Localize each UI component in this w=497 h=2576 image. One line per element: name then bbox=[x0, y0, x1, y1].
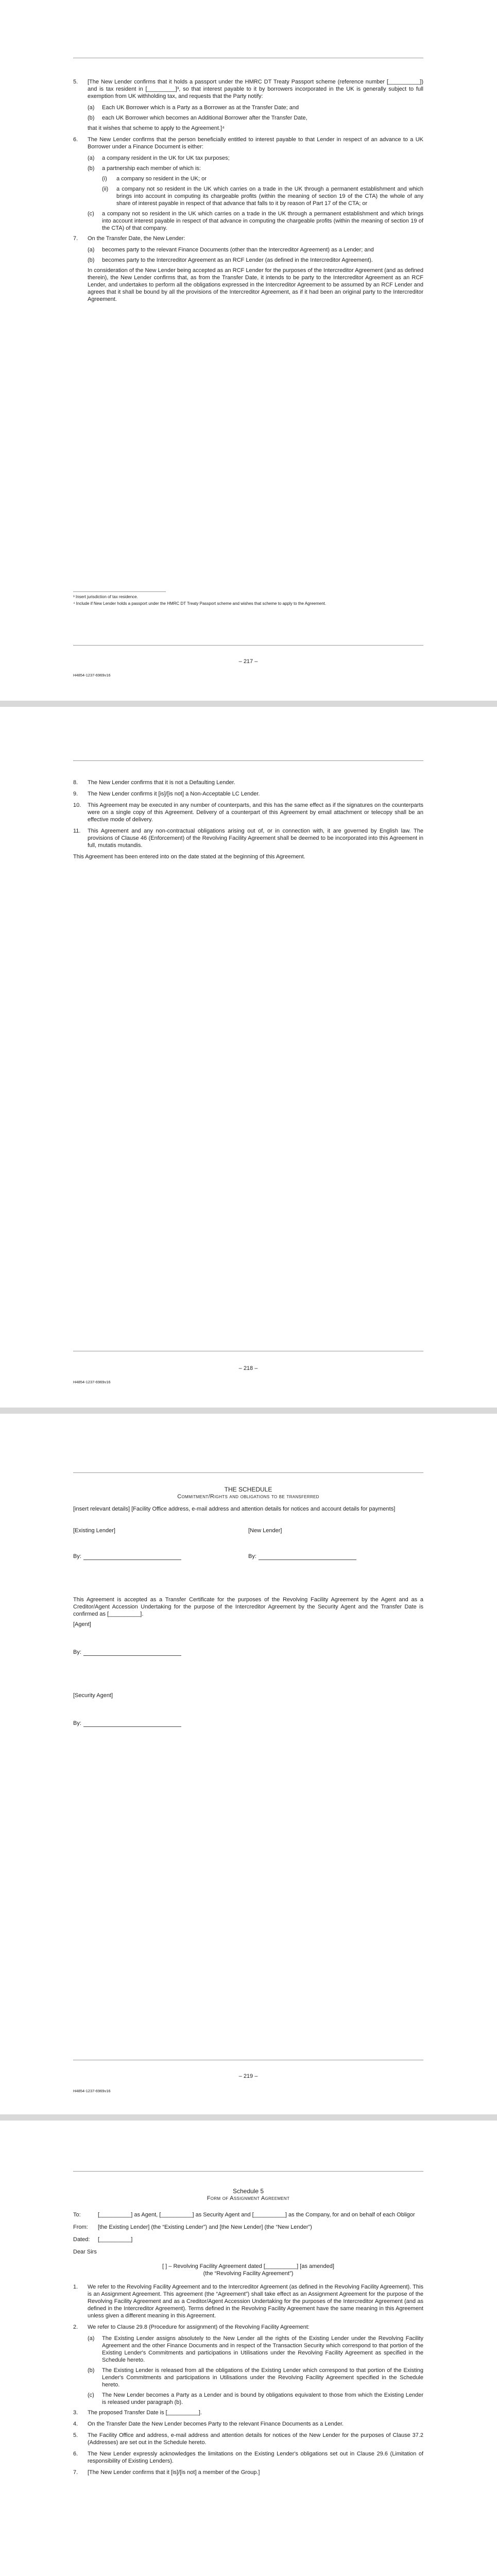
clause-5-tail: that it wishes that scheme to apply to the Agreement.]⁴ bbox=[88, 125, 225, 131]
footer-rule bbox=[73, 645, 423, 646]
existing-lender: [Existing Lender] bbox=[73, 1528, 115, 1534]
new-lender: [New Lender] bbox=[248, 1528, 282, 1534]
lender-names bbox=[73, 1527, 423, 1534]
assignment-clause-2-a: (a) The Existing Lender assigns absolutely to the New Lender all the rights of the Existing Lender under the Revolving Facility Agreement and the other Finance Documents and in respect of the Transaction Security which correspond to that portion of the Existing Lender's Commitments and participations in Utilisations under the Revolving Facility Agreement as specified in the Schedule hereto. bbox=[88, 2335, 423, 2363]
signature-row bbox=[73, 1553, 423, 1560]
clause-5-b: (b) each UK Borrower which becomes an Additional Borrower after the Transfer Date, bbox=[88, 115, 307, 121]
agreement-heading: [ ] – Revolving Facility Agreement dated [__________] [as amended] bbox=[162, 2263, 334, 2269]
security-agent-signature: By: bbox=[73, 1720, 423, 1727]
assignment-clause-2: 2. We refer to Clause 29.8 (Procedure for assignment) of the Revolving Facility Agreement: bbox=[73, 2324, 310, 2330]
clause-6-b-i: (i) a company so resident in the UK; or bbox=[102, 176, 207, 182]
salutation: Dear Sirs bbox=[73, 2249, 97, 2255]
page-number: – 218 – bbox=[238, 1365, 258, 1371]
page-217 bbox=[0, 0, 497, 701]
clause-10: 10. This Agreement may be executed in any number of counterparts, and this has the same effect as if the signatures on the counterparts were on a single copy of this Agreement. Delivery of a counterpart of this Agreement by email attachment or telecopy shall be an effective mode of delivery. bbox=[73, 802, 423, 823]
header-rule bbox=[73, 760, 423, 761]
doc-ref: H4854-1237-6969v16 bbox=[73, 1380, 111, 1384]
page-220-body bbox=[73, 2188, 423, 2480]
to-line: To: [__________] as Agent, [__________] as Security Agent and [__________] as the Company, for and on behalf of each Obligor bbox=[73, 2212, 415, 2218]
closing-statement: This Agreement has been entered into on the date stated at the beginning of this Agreement. bbox=[73, 854, 305, 860]
assignment-clause-3: 3. The proposed Transfer Date is [__________]. bbox=[73, 2410, 202, 2416]
assignment-clause-4: 4. On the Transfer Date the New Lender becomes Party to the relevant Finance Documents as a Lender. bbox=[73, 2421, 344, 2427]
page-220 bbox=[0, 2121, 497, 2576]
schedule-heading: Schedule 5 bbox=[232, 2188, 264, 2195]
assignment-clause-5: 5. The Facility Office and address, e-mail address and attention details for notices of the New Lender for the purposes of Clause 37.2 (Addresses) are set out in the Schedule hereto. bbox=[73, 2432, 423, 2446]
doc-ref: H4854-1237-6969v16 bbox=[73, 673, 111, 677]
existing-lender-signature: By: bbox=[73, 1553, 248, 1560]
acceptance-text: This Agreement is accepted as a Transfer Certificate for the purposes of the Revolving Facility Agreement by the Agent and as a Creditor/Agent Accession Undertaking for the purpose of the Intercreditor Agreement by the Security Agent and the Transfer Date is confirmed as [__________]. bbox=[73, 1597, 423, 1617]
header-rule bbox=[73, 1472, 423, 1473]
footnotes bbox=[73, 595, 423, 608]
insert-note: [insert relevant details] [Facility Office address, e-mail address and attention details for notices and account details for payments] bbox=[73, 1506, 396, 1512]
schedule-title: THE SCHEDULE bbox=[224, 1486, 272, 1493]
clause-6-b: (b) a partnership each member of which is: bbox=[88, 165, 201, 172]
page-218 bbox=[0, 707, 497, 1408]
schedule-subtitle: Commitment/Rights and obligations to be transferred bbox=[177, 1494, 319, 1500]
assignment-clause-1: 1. We refer to the Revolving Facility Agreement and to the Intercreditor Agreement (as defined in the Revolving Facility Agreement). This is an Assignment Agreement. This agreement (the “Agreement”) shall take effect as an Assignment Agreement for the purpose of the Revolving Facility Agreement and as a Creditor/Agent Accession Undertaking for the purposes of the Intercreditor Agreement (and as defined in the Intercreditor Agreement). Terms defined in the Revolving Facility Agreement have the same meaning in this Agreement unless given a different meaning in this Agreement. bbox=[73, 2284, 423, 2319]
form-title: Form of Assignment Agreement bbox=[207, 2195, 290, 2201]
page-number: – 217 – bbox=[238, 658, 258, 665]
assignment-clause-6: 6. The New Lender expressly acknowledges the limitations on the Existing Lender's obligations set out in Clause 29.6 (Limitation of responsibility of Existing Lenders). bbox=[73, 2451, 423, 2464]
clause-9: 9. The New Lender confirms it [is]/[is not] a Non-Acceptable LC Lender. bbox=[73, 791, 260, 797]
clause-7-b: (b) becomes party to the Intercreditor Agreement as an RCF Lender (as defined in the Intercreditor Agreement). bbox=[88, 257, 373, 263]
footnote-4: ⁴ Include if New Lender holds a passport under the HMRC DT Treaty Passport scheme and wishes that scheme to apply to the Agreement. bbox=[73, 601, 327, 606]
clause-7: 7. On the Transfer Date, the New Lender: bbox=[73, 235, 185, 242]
new-lender-signature: By: bbox=[248, 1553, 356, 1560]
clause-8: 8. The New Lender confirms that it is not a Defaulting Lender. bbox=[73, 779, 235, 786]
footnote-rule bbox=[73, 591, 166, 592]
agent-signature: By: bbox=[73, 1649, 423, 1656]
agreement-heading-definition: (the “Revolving Facility Agreement”) bbox=[203, 2270, 294, 2277]
page-219-body bbox=[73, 1486, 423, 1727]
doc-ref: H4854-1237-6969v16 bbox=[73, 2089, 111, 2093]
from-line: From: [the Existing Lender] (the “Existing Lender”) and [the New Lender] (the “New Lender”) bbox=[73, 2224, 312, 2230]
clause-6: 6. The New Lender confirms that the person beneficially entitled to interest payable to that Lender in respect of an advance to a UK Borrower under a Finance Document is either: bbox=[73, 137, 423, 150]
clause-6-a: (a) a company resident in the UK for UK tax purposes; bbox=[88, 155, 230, 161]
assignment-clause-2-b: (b) The Existing Lender is released from all the obligations of the Existing Lender which correspond to that portion of the Existing Lender's Commitments and participations in Utilisations under the Revolving Facility Agreement specified in the Schedule hereto. bbox=[88, 2367, 423, 2388]
header-rule bbox=[73, 2171, 423, 2172]
clause-11: 11. This Agreement and any non-contractual obligations arising out of, or in connection with, it are governed by English law. The provisions of Clause 46 (Enforcement) of the Revolving Facility Agreement shall be deemed to be incorporated into this Agreement in full, mutatis mutandis. bbox=[73, 828, 423, 849]
clause-5: 5. [The New Lender confirms that it holds a passport under the HMRC DT Treaty Passport scheme (reference number [__________]) and is tax resident in [_________]³, so that interest payable to it by borrowers incorporated in the UK is generally subject to full exemption from UK withholding tax, and requests that the Party notify: bbox=[73, 79, 423, 99]
assignment-clause-2-c: (c) The New Lender becomes a Party as a Lender and is bound by obligations equivalent to those from which the Existing Lender is released under paragraph (b). bbox=[88, 2392, 423, 2405]
agent-label: [Agent] bbox=[73, 1621, 91, 1628]
clause-6-b-ii: (ii) a company not so resident in the UK which carries on a trade in the UK through a permanent establishment and which brings into account in computing its chargeable profits (within the meaning of section 19 of the CTA) the whole of any share of interest payable in respect of that advance that falls to it by reason of Part 17 of the CTA; or bbox=[102, 186, 423, 207]
page-217-body bbox=[73, 78, 423, 307]
page-219 bbox=[0, 1414, 497, 2114]
assignment-clause-7: 7. [The New Lender confirms that it [is]/[is not] a member of the Group.] bbox=[73, 2469, 260, 2476]
clause-5-a: (a) Each UK Borrower which is a Party as a Borrower as at the Transfer Date; and bbox=[88, 105, 299, 111]
page-number: – 219 – bbox=[238, 2073, 258, 2079]
page-218-body bbox=[73, 779, 423, 860]
clause-7-consideration: In consideration of the New Lender being accepted as an RCF Lender for the purposes of the Intercreditor Agreement (and as defined therein), the New Lender confirms that, as from the Transfer Date, it intends to be party to the Intercreditor Agreement as an RCF Lender, and undertakes to perform all the obligations expressed in the Intercreditor Agreement to be assumed by an RCF Lender and agrees that it shall be bound by all the provisions of the Intercreditor Agreement, as if it had been an original party to the Intercreditor Agreement. bbox=[88, 267, 423, 302]
clause-7-a: (a) becomes party to the relevant Finance Documents (other than the Intercreditor Agreement) as a Lender; and bbox=[88, 247, 374, 253]
dated-line: Dated: [__________] bbox=[73, 2236, 133, 2243]
security-agent-label: [Security Agent] bbox=[73, 1692, 113, 1699]
clause-6-c: (c) a company not so resident in the UK which carries on a trade in the UK through a permanent establishment and which brings into account interest payable in respect of that advance in computing the chargeable profits (within the meaning of section 19 of the CTA) of that company. bbox=[88, 211, 423, 231]
footnote-3: ³ Insert jurisdiction of tax residence. bbox=[73, 595, 138, 599]
